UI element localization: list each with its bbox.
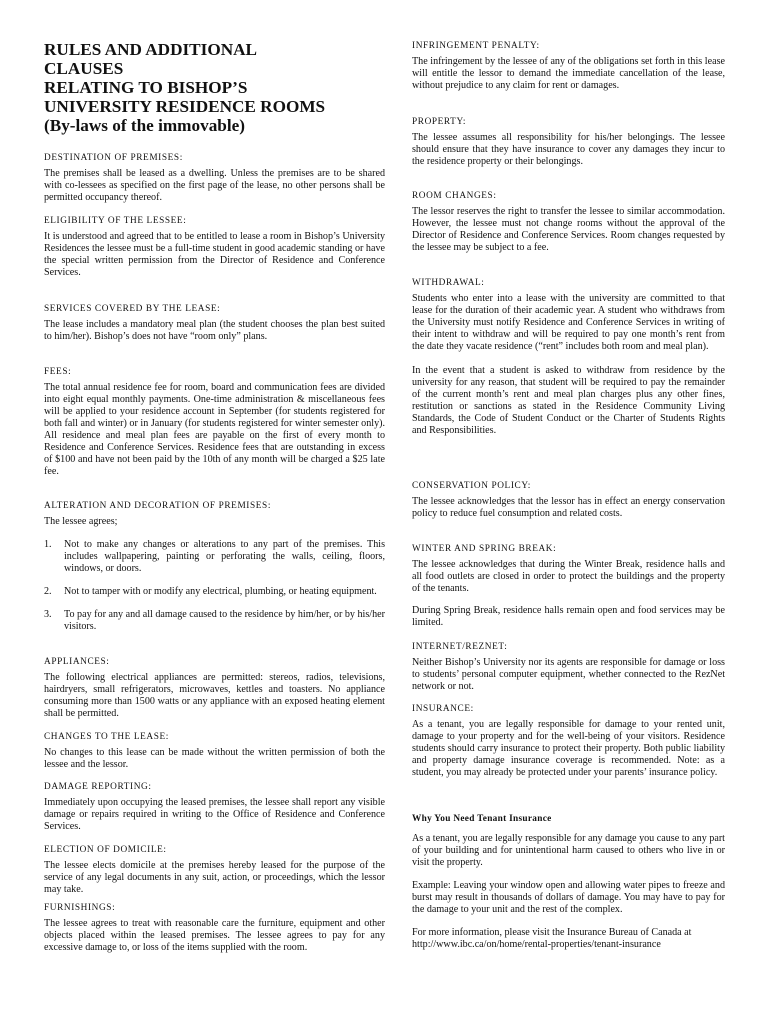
section-text: It is understood and agreed that to be entitled to lease a room in Bishop’s University Residences the lessee must be a full-time student in good academic standing or have the special written permission from the Director of Residence and Conference Services. <box>44 231 385 279</box>
section-heading: SERVICES COVERED BY THE LEASE: <box>44 304 221 314</box>
section-text: The premises shall be leased as a dwelling. Unless the premises are to be shared with co-lessees as specified on the first page of the lease, no other persons shall be permitted occupancy thereof. <box>44 168 385 204</box>
section-heading: ELIGIBILITY OF THE LESSEE: <box>44 216 187 226</box>
section-text: In the event that a student is asked to withdraw from residence by the university for any reason, that student will be required to pay the remainder of the current month’s rent and meal plan charges plus any other fines, restitution or sanctions as stated in the Residence Community Living Standards, the Code of Student Conduct or the Charter of Students Rights and Responsibilities. <box>412 365 725 437</box>
section-heading: DESTINATION OF PREMISES: <box>44 153 183 163</box>
section-heading: Why You Need Tenant Insurance <box>412 814 552 824</box>
section-alteration <box>44 500 385 644</box>
title-line: RULES AND ADDITIONAL <box>44 40 257 59</box>
alteration-list <box>44 539 385 633</box>
section-heading: ALTERATION AND DECORATION OF PREMISES: <box>44 501 272 511</box>
section-heading: ELECTION OF DOMICILE: <box>44 845 167 855</box>
section-heading: WITHDRAWAL: <box>412 278 485 288</box>
section-text: The lease includes a mandatory meal plan (the student chooses the plan best suited to him/her). Bishop’s does not have “room only” plans. <box>44 319 385 343</box>
section-heading: FURNISHINGS: <box>44 903 116 913</box>
section-heading: ROOM CHANGES: <box>412 191 497 201</box>
section-changes <box>44 731 385 779</box>
list-number: 2. <box>44 586 52 598</box>
section-furnishings <box>44 902 385 962</box>
section-appliances <box>44 656 385 728</box>
section-text: No changes to this lease can be made without the written permission of both the lessee and the lessor. <box>44 747 385 771</box>
section-text: The lessee elects domicile at the premises hereby leased for the purpose of the service of any legal documents in any suit, action, or proceedings, which the lessor may take. <box>44 860 385 896</box>
section-text: Example: Leaving your window open and allowing water pipes to freeze and burst may result in thousands of dollars of damage. You may have to pay for the damage to your unit and the rest of the complex. <box>412 880 725 916</box>
section-domicile <box>44 844 385 904</box>
list-text: Not to make any changes or alterations to any part of the premises. This includes wallpapering, painting or perforating the walls, ceiling, floors, windows, or doors. <box>64 539 385 575</box>
section-heading: INFRINGEMENT PENALTY: <box>412 41 540 51</box>
title-line: RELATING TO BISHOP’S <box>44 78 248 97</box>
list-text: Not to tamper with or modify any electrical, plumbing, or heating equipment. <box>64 586 377 598</box>
list-item <box>44 586 385 598</box>
section-destination <box>44 152 385 212</box>
section-heading: FEES: <box>44 367 72 377</box>
list-number: 1. <box>44 539 52 551</box>
section-fees <box>44 366 385 486</box>
section-text: The following electrical appliances are permitted: stereos, radios, televisions, hairdryers, small refrigerators, microwaves, kettles and toasters. No appliance consuming more than 1500 watts or any appliance with an exposed heating element shall be permitted. <box>44 672 385 720</box>
section-text-link: For more information, please visit the Insurance Bureau of Canada at http://www.ibc.ca/on/home/rental-properties/tenant-insurance <box>412 927 692 951</box>
section-insurance <box>412 703 725 787</box>
title-line: (By-laws of the immovable) <box>44 116 245 135</box>
section-text: As a tenant, you are legally responsible for any damage you cause to any part of your building and for unintentional harm caused to others who live in or visit the property. <box>412 833 725 869</box>
list-item <box>44 609 385 633</box>
section-heading: CHANGES TO THE LEASE: <box>44 732 169 742</box>
section-text: The infringement by the lessee of any of the obligations set forth in this lease will entitle the lessor to demand the immediate cancellation of the lease, without prejudice to any claim for rent or damages. <box>412 56 725 92</box>
section-room-changes <box>412 190 725 262</box>
section-text: The lessor reserves the right to transfer the lessee to similar accommodation. However, the lessee must not change rooms without the approval of the Director of Residence and Conference Services. Room changes requested by the lessee may be subject to a fee. <box>412 206 725 254</box>
list-text: To pay for any and all damage caused to the residence by him/her, or by his/her visitors. <box>64 609 385 633</box>
list-item <box>44 539 385 575</box>
section-heading: CONSERVATION POLICY: <box>412 481 531 491</box>
section-heading: PROPERTY: <box>412 117 467 127</box>
section-heading: INTERNET/REZNET: <box>412 642 508 652</box>
section-withdrawal <box>412 277 725 446</box>
section-text: The lessee assumes all responsibility for his/her belongings. The lessee should ensure that they have insurance to cover any damages they incur to the residence property or their belongings. <box>412 132 725 168</box>
section-text: During Spring Break, residence halls remain open and food services may be limited. <box>412 605 725 629</box>
section-infringement <box>412 40 725 100</box>
section-text: The lessee agrees to treat with reasonable care the furniture, equipment and other objects placed within the leased premises. The lessee agrees to pay for any excessive damage to, or loss of the items supplied with the room. <box>44 918 385 954</box>
section-eligibility <box>44 215 385 287</box>
section-text: Immediately upon occupying the leased premises, the lessee shall report any visible damage or repairs required in writing to the Office of Residence and Conference Services. <box>44 797 385 833</box>
section-heading: WINTER AND SPRING BREAK: <box>412 544 557 554</box>
section-services <box>44 303 385 351</box>
section-text: The lessee acknowledges that the lessor has in effect an energy conservation policy to reduce fuel consumption and related costs. <box>412 496 725 520</box>
section-why-insurance <box>412 814 725 959</box>
section-heading: INSURANCE: <box>412 704 474 714</box>
section-intro: The lessee agrees; <box>44 516 118 527</box>
title-line: UNIVERSITY RESIDENCE ROOMS <box>44 97 326 116</box>
page-title <box>44 40 385 135</box>
section-damage <box>44 781 385 841</box>
section-text: The lessee acknowledges that during the Winter Break, residence halls and all food outlets are closed in order to protect the buildings and the property of the tenants. <box>412 559 725 595</box>
section-heading: APPLIANCES: <box>44 657 110 667</box>
section-conservation <box>412 480 725 528</box>
section-text: The total annual residence fee for room, board and communication fees are divided into eight equal monthly payments. One-time administration & miscellaneous fees will be applied to your residence account in September (for students registered for both fall and winter) or in January (for students registered for winter semester only). All residence and meal plan fees are payable on the first of every month to Residence and Conference Services. Residence fees that are outstanding in excess of $100 and have not been paid by the 10th of any month will be charged a $25 late fee. <box>44 382 385 478</box>
section-text: As a tenant, you are legally responsible for damage to your rented unit, damage to your property and for the well-being of your visitors. Residence students should carry insurance to protect their property. Both public liability and property damage insurance coverage is recommended. Note: as a student, you may already be protected under your parents’ insurance policy. <box>412 719 725 779</box>
section-text: Neither Bishop’s University nor its agents are responsible for damage or loss to students’ personal computer equipment, whether connected to the RezNet network or not. <box>412 657 725 693</box>
section-heading: DAMAGE REPORTING: <box>44 782 152 792</box>
title-line: CLAUSES <box>44 59 124 78</box>
section-winter <box>412 543 725 637</box>
list-number: 3. <box>44 609 52 621</box>
section-text: Students who enter into a lease with the university are committed to that lease for the duration of their academic year. A student who withdraws from the University must notify Residence and Conference Services in writing of their intent to withdraw and will be required to pay one month’s rent from the date they vacate residence (“rent” includes both room and meal plan). <box>412 293 725 353</box>
section-property <box>412 116 725 176</box>
section-internet <box>412 641 725 701</box>
